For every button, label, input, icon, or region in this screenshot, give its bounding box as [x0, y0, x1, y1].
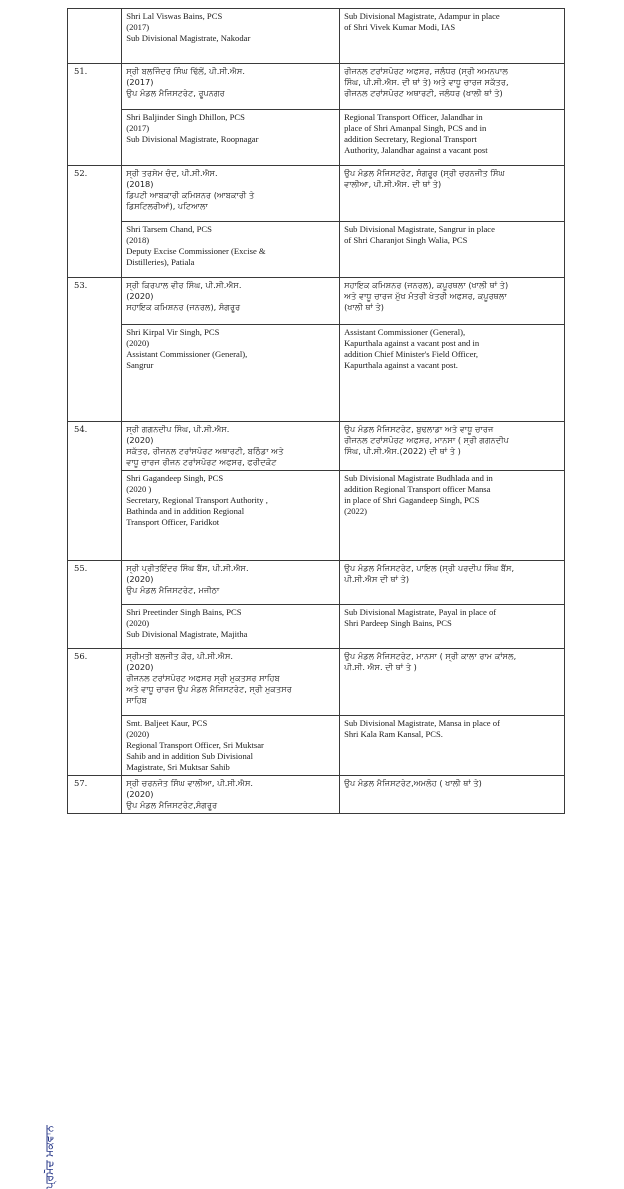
cell-line: Kapurthala against a vacant post.	[344, 360, 458, 370]
cell-line: ਸ੍ਰੀ ਬਲਜਿੰਦਰ ਸਿੰਘ ਢਿੱਲੋਂ, ਪੀ.ਸੀ.ਐਸ.	[126, 66, 245, 76]
cell-line: (2020)	[126, 729, 150, 739]
cell-line: Shri Tarsem Chand, PCS	[126, 224, 212, 234]
cell-line: ਉਪ ਮੰਡਲ ਮੈਜਿਸਟਰੇਟ,ਸੰਗਰੂਰ	[126, 800, 218, 810]
cell-line: ਉਪ ਮੰਡਲ ਮੈਜਿਸਟਰੇਟ, ਮਾਨਸਾ ( ਸ੍ਰੀ ਕਾਲਾ ਰਾਮ ਕਾਂਸਲ,	[344, 651, 517, 661]
cell-line: Shri Lal Viswas Bains, PCS	[126, 11, 223, 21]
new-posting-punjabi	[340, 422, 565, 471]
cell-line: Sub Divisional Magistrate, Roopnagar	[126, 134, 259, 144]
table-row-punjabi	[68, 278, 565, 325]
cell-line: (2020)	[126, 291, 154, 301]
cell-line: Sub Divisional Magistrate Budhlada and in	[344, 473, 493, 483]
cell-line: ਵਾਧੂ ਚਾਰਜ ਰੀਜਨ ਟਰਾਂਸਪੋਰਟ ਅਫਸਰ, ਫਰੀਦਕੋਟ	[126, 457, 277, 467]
cell-line: ਸਕੱਤਰ, ਰੀਜਨਲ ਟਰਾਂਸਪੋਰਟ ਅਥਾਰਟੀ, ਬਠਿੰਡਾ ਅਤੇ	[126, 446, 284, 456]
cell-line: ਸ੍ਰੀਮਤੀ ਬਲਜੀਤ ਕੌਰ, ਪੀ.ਸੀ.ਐਸ.	[126, 651, 233, 661]
serial-number	[68, 9, 122, 64]
cell-line: ਸਿੰਘ, ਪੀ.ਸੀ.ਐਸ. ਦੀ ਥਾਂ ਤੇ) ਅਤੇ ਵਾਧੂ ਚਾਰਜ ਸਕੱਤਰ,	[344, 77, 509, 87]
serial-number: 57.	[68, 776, 122, 814]
cell-line: Sub Divisional Magistrate, Mansa in place of	[344, 718, 500, 728]
serial-number: 52.	[68, 166, 122, 278]
current-posting-english	[122, 471, 340, 561]
table-row-english	[68, 9, 565, 64]
current-posting-english	[122, 222, 340, 278]
cell-line: addition Secretary, Regional Transport	[344, 134, 477, 144]
cell-line: addition Regional Transport officer Mansa	[344, 484, 491, 494]
cell-line: (2022)	[344, 506, 367, 516]
cell-line: ਸ੍ਰੀ ਚਰਨਜੋਤ ਸਿੰਘ ਵਾਲੀਆ, ਪੀ.ਸੀ.ਐਸ.	[126, 778, 254, 788]
cell-line: (2018)	[126, 179, 154, 189]
cell-line: ਸਿੰਘ, ਪੀ.ਸੀ.ਐਸ.(2022) ਦੀ ਥਾਂ ਤੇ )	[344, 446, 461, 456]
cell-line: Secretary, Regional Transport Authority ,	[126, 495, 268, 505]
table-row-punjabi	[68, 561, 565, 605]
cell-line: ਰੀਜਨਲ ਟਰਾਂਸਪੋਰਟ ਅਫਸਰ, ਮਾਨਸਾ ( ਸ੍ਰੀ ਗਗਨਦੀਪ	[344, 435, 509, 445]
current-posting-english	[122, 716, 340, 776]
table-row-punjabi	[68, 422, 565, 471]
cell-line: Sub Divisional Magistrate, Sangrur in place	[344, 224, 495, 234]
cell-line: Distilleries), Patiala	[126, 257, 195, 267]
handwritten-signature	[12, 560, 56, 1189]
cell-line: addition Chief Minister's Field Officer,	[344, 349, 479, 359]
cell-line: ਵਾਲੀਆ, ਪੀ.ਸੀ.ਐਸ. ਦੀ ਥਾਂ ਤੇ)	[344, 179, 442, 189]
cell-line: ਉਪ ਮੰਡਲ ਮੈਜਿਸਟਰੇਟ, ਪਾਇਲ (ਸ੍ਰੀ ਪਰਦੀਪ ਸਿੰਘ ਬੈਂਸ,	[344, 563, 515, 573]
cell-line: of Shri Vivek Kumar Modi, IAS	[344, 22, 456, 32]
cell-line: Shri Pardeep Singh Bains, PCS	[344, 618, 452, 628]
cell-line: Smt. Baljeet Kaur, PCS	[126, 718, 208, 728]
cell-line: ਸਹਾਇਕ ਕਮਿਸ਼ਨਰ (ਜਨਰਲ), ਕਪੂਰਥਲਾ (ਖਾਲੀ ਥਾਂ ਤੇ)	[344, 280, 509, 290]
current-posting-punjabi	[122, 166, 340, 222]
cell-line: (2020)	[126, 574, 154, 584]
cell-line: Shri Gagandeep Singh, PCS	[126, 473, 224, 483]
transfer-orders-table	[67, 8, 565, 814]
cell-line: ਉਪ ਮੰਡਲ ਮੈਜਿਸਟਰੇਟ, ਰੂਪਨਗਰ	[126, 88, 225, 98]
current-posting-punjabi	[122, 776, 340, 814]
cell-line: ਰੀਜਨਲ ਟਰਾਂਸਪੋਰਟ ਅਫਸਰ, ਜਲੰਧਰ (ਸ੍ਰੀ ਅਮਨਪਾਲ	[344, 66, 508, 76]
cell-line: ਸ੍ਰੀ ਤਰਸੇਮ ਚੰਦ, ਪੀ.ਸੀ.ਐਸ.	[126, 168, 218, 178]
cell-line: Shri Kirpal Vir Singh, PCS	[126, 327, 220, 337]
cell-line: Sub Divisional Magistrate, Payal in place of	[344, 607, 497, 617]
cell-line: ਡਿਸਟਿਲਰੀਆਂ), ਪਟਿਆਲਾ	[126, 201, 208, 211]
cell-line: (2020)	[126, 662, 154, 672]
cell-line: Regional Transport Officer, Jalandhar in	[344, 112, 483, 122]
cell-line: Assistant Commissioner (General),	[126, 349, 248, 359]
cell-line: ਪੀ.ਸੀ. ਐਸ. ਦੀ ਥਾਂ ਤੇ )	[344, 662, 417, 672]
cell-line: Shri Baljinder Singh Dhillon, PCS	[126, 112, 245, 122]
cell-line: Sub Divisional Magistrate, Nakodar	[126, 33, 251, 43]
cell-line: ਅਤੇ ਵਾਧੂ ਚਾਰਜ ਉਪ ਮੰਡਲ ਮੈਜਿਸਟਰੇਟ, ਸ੍ਰੀ ਮੁਕਤਸਰ	[126, 684, 292, 694]
serial-number: 53.	[68, 278, 122, 422]
table-row-punjabi	[68, 649, 565, 716]
cell-line: Deputy Excise Commissioner (Excise &	[126, 246, 266, 256]
cell-line: ਰੀਜਨਲ ਟਰਾਂਸਪੋਰਟ ਅਥਾਰਟੀ, ਜਲੰਧਰ (ਖਾਲੀ ਥਾਂ ਤੇ)	[344, 88, 503, 98]
cell-line: ਸ੍ਰੀ ਪ੍ਰੀਤਇੰਦਰ ਸਿੰਘ ਬੈਂਸ, ਪੀ.ਸੀ.ਐਸ.	[126, 563, 249, 573]
cell-line: ਸਹਾਇਕ ਕਮਿਸ਼ਨਰ (ਜਨਰਲ), ਸੰਗਰੂਰ	[126, 302, 241, 312]
cell-line: Magistrate, Sri Muktsar Sahib	[126, 762, 230, 772]
cell-line: ਸਾਹਿਬ	[126, 695, 147, 705]
cell-line: (2020)	[126, 618, 150, 628]
cell-line: Regional Transport Officer, Sri Muktsar	[126, 740, 264, 750]
signature-text: ਪ੍ਰਮੋਦ ਮਕਵਾਨ	[42, 1125, 56, 1189]
cell-line: ਸ੍ਰੀ ਗਗਨਦੀਪ ਸਿੰਘ, ਪੀ.ਸੀ.ਐਸ.	[126, 424, 230, 434]
table-row-english	[68, 325, 565, 422]
table-row-punjabi	[68, 166, 565, 222]
cell-line: ਡਿਪਟੀ ਆਬਕਾਰੀ ਕਮਿਸ਼ਨਰ (ਆਬਕਾਰੀ ਤੇ	[126, 190, 255, 200]
new-posting-english	[340, 325, 565, 422]
cell-line: ਪੀ.ਸੀ.ਐਸ ਦੀ ਥਾਂ ਤੇ)	[344, 574, 410, 584]
current-posting-english	[122, 605, 340, 649]
cell-line: ਉਪ ਮੰਡਲ ਮੈਜਿਸਟਰੇਟ,ਅਮਲੋਹ ( ਖਾਲੀ ਥਾਂ ਤੇ)	[344, 778, 482, 788]
cell-line: Shri Preetinder Singh Bains, PCS	[126, 607, 242, 617]
new-posting-english	[340, 9, 565, 64]
cell-line: (2017)	[126, 123, 150, 133]
table-row-punjabi	[68, 776, 565, 814]
cell-line: ਰੀਜਨਲ ਟਰਾਂਸਪੋਰਟ ਅਫਸਰ ਸ੍ਰੀ ਮੁਕਤਸਰ ਸਾਹਿਬ	[126, 673, 280, 683]
cell-line: place of Shri Amanpal Singh, PCS and in	[344, 123, 487, 133]
current-posting-punjabi	[122, 422, 340, 471]
cell-line: Transport Officer, Faridkot	[126, 517, 220, 527]
cell-line: ਉਪ ਮੰਡਲ ਮੈਜਿਸਟਰੇਟ, ਸੰਗਰੂਰ (ਸ੍ਰੀ ਚਰਨਜੀਤ ਸਿੰਘ	[344, 168, 505, 178]
new-posting-punjabi	[340, 64, 565, 110]
current-posting-english	[122, 110, 340, 166]
cell-line: ਉਪ ਮੰਡਲ ਮੈਜਿਸਟਰੇਟ, ਬੁਢਲਾਡਾ ਅਤੇ ਵਾਧੂ ਚਾਰਜ	[344, 424, 494, 434]
current-posting-punjabi	[122, 649, 340, 716]
cell-line: (2020)	[126, 789, 154, 799]
table-row-punjabi	[68, 64, 565, 110]
cell-line: ਉਪ ਮੰਡਲ ਮੈਜਿਸਟਰੇਟ, ਮਜੀਠਾ	[126, 585, 220, 595]
cell-line: Assistant Commissioner (General),	[344, 327, 466, 337]
cell-line: ਸ੍ਰੀ ਕਿਰਪਾਲ ਵੀਰ ਸਿੰਘ, ਪੀ.ਸੀ.ਐਸ.	[126, 280, 242, 290]
cell-line: (ਖਾਲੀ ਥਾਂ ਤੇ)	[344, 302, 384, 312]
new-posting-english	[340, 605, 565, 649]
cell-line: Sub Divisional Magistrate, Majitha	[126, 629, 248, 639]
new-posting-punjabi	[340, 649, 565, 716]
cell-line: (2017)	[126, 22, 150, 32]
table-row-english	[68, 605, 565, 649]
cell-line: in place of Shri Gagandeep Singh, PCS	[344, 495, 480, 505]
serial-number: 51.	[68, 64, 122, 166]
table-row-english	[68, 471, 565, 561]
new-posting-punjabi	[340, 561, 565, 605]
new-posting-english	[340, 110, 565, 166]
cell-line: Shri Kala Ram Kansal, PCS.	[344, 729, 443, 739]
table-body	[68, 9, 565, 814]
new-posting-english	[340, 222, 565, 278]
new-posting-english	[340, 716, 565, 776]
current-posting-english	[122, 9, 340, 64]
cell-line: Sahib and in addition Sub Divisional	[126, 751, 253, 761]
cell-line: (2020)	[126, 338, 150, 348]
cell-line: ਅਤੇ ਵਾਧੂ ਚਾਰਜ ਮੁੱਖ ਮੰਤਰੀ ਖੇਤਰੀ ਅਫਸਰ, ਕਪੂਰਥਲਾ	[344, 291, 507, 301]
cell-line: Sub Divisional Magistrate, Adampur in place	[344, 11, 500, 21]
serial-number: 56.	[68, 649, 122, 776]
serial-number: 55.	[68, 561, 122, 649]
cell-line: (2017)	[126, 77, 154, 87]
cell-line: Authority, Jalandhar against a vacant post	[344, 145, 488, 155]
current-posting-punjabi	[122, 64, 340, 110]
cell-line: (2020 )	[126, 484, 152, 494]
new-posting-punjabi	[340, 166, 565, 222]
table-row-english	[68, 110, 565, 166]
new-posting-punjabi	[340, 776, 565, 814]
cell-line: Sangrur	[126, 360, 154, 370]
cell-line: (2018)	[126, 235, 150, 245]
cell-line: Kapurthala against a vacant post and in	[344, 338, 480, 348]
table-row-english	[68, 222, 565, 278]
serial-number: 54.	[68, 422, 122, 561]
table-row-english	[68, 716, 565, 776]
current-posting-punjabi	[122, 278, 340, 325]
cell-line: of Shri Charanjot Singh Walia, PCS	[344, 235, 468, 245]
new-posting-punjabi	[340, 278, 565, 325]
current-posting-punjabi	[122, 561, 340, 605]
cell-line: (2020)	[126, 435, 154, 445]
cell-line: Bathinda and in addition Regional	[126, 506, 245, 516]
new-posting-english	[340, 471, 565, 561]
current-posting-english	[122, 325, 340, 422]
